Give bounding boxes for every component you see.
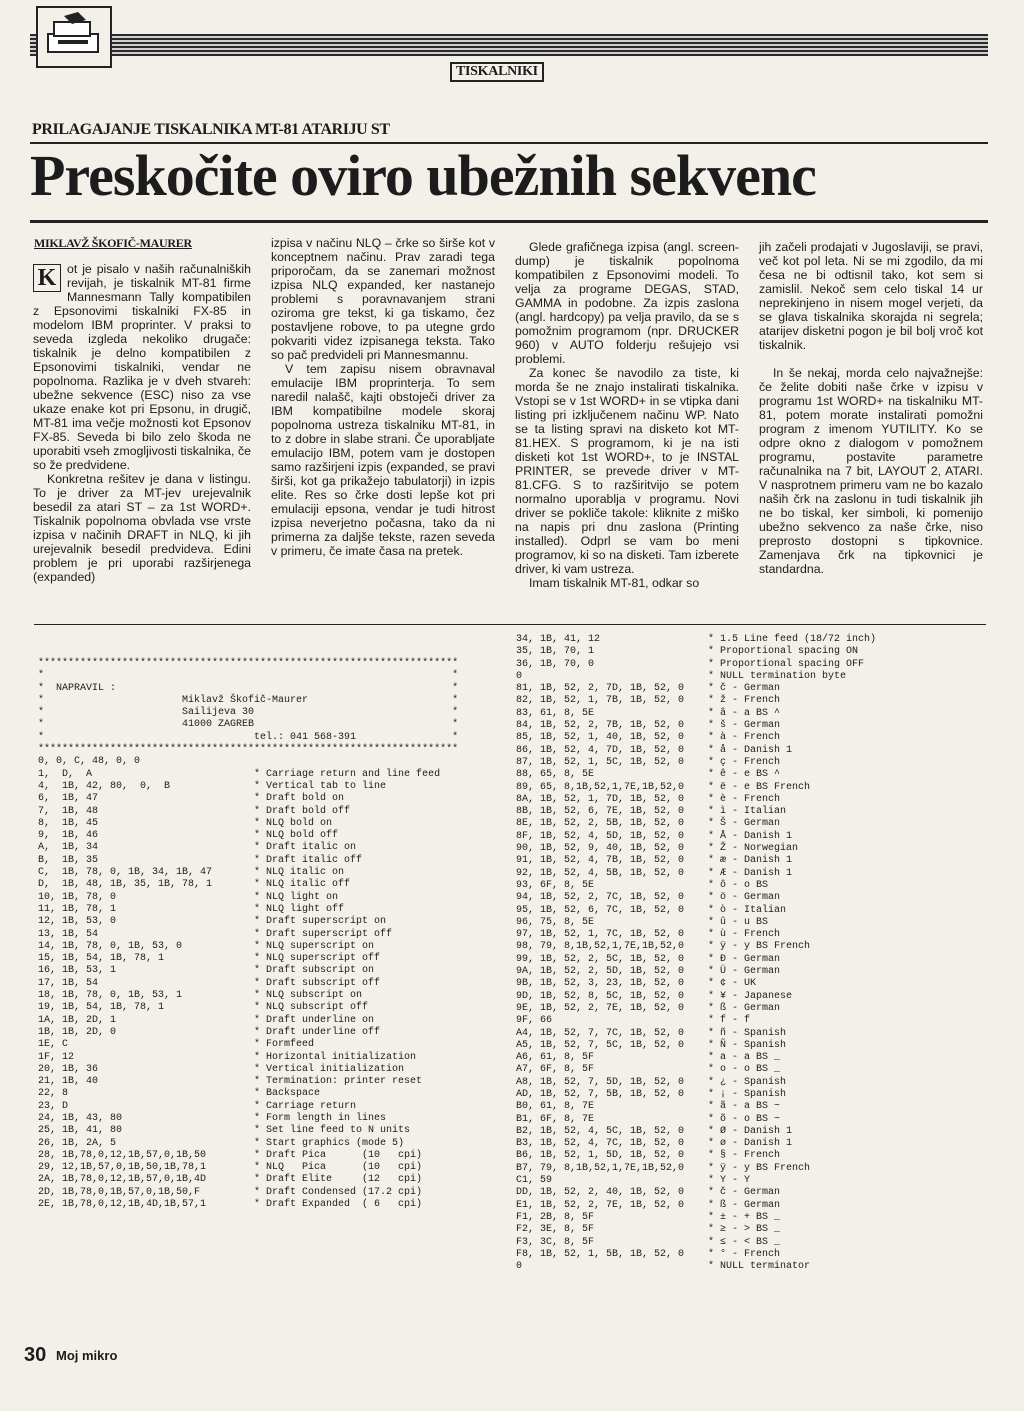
- listing-line: 2D, 1B,78,0,1B,57,0,1B,50,F * Draft Condensed (17.2 cpi): [38, 1186, 423, 1198]
- listing-line: 10, 1B, 78, 0 * NLQ light on: [38, 891, 339, 903]
- printer-icon: [36, 6, 112, 68]
- listing-line: 9A, 1B, 52, 2, 5D, 1B, 52, 0 * Ü - German: [516, 966, 781, 978]
- listing-line: B6, 1B, 52, 1, 5D, 1B, 52, 0 * § - French: [516, 1150, 781, 1162]
- listing-line: 81, 1B, 52, 2, 7D, 1B, 52, 0 * č - German: [516, 683, 781, 695]
- listing-line: 25, 1B, 41, 80 * Set line feed to N units: [38, 1125, 411, 1137]
- article-paragraph: izpisa v načinu NLQ – črke so širše kot v konceptnem načinu. Prav zaradi tega priporočam, da se zanemari možnost izpisa NLQ expanded, ker nastanejo problemi s poravnavanjem strani oziroma gre tekst, ki ga tiskamo, čez postavljene robove, to pa utegne grdo pokvariti videz izpisanega teksta. Tako so pač predvideli pri Mannesmannu.: [271, 236, 495, 362]
- listing-line: * 41000 ZAGREB *: [38, 719, 459, 731]
- listing-line: 34, 1B, 41, 12 * 1.5 Line feed (18/72 inch): [516, 634, 877, 645]
- listing-line: F2, 3E, 8, 5F * ≥ - > BS _: [516, 1224, 781, 1236]
- listing-line: 16, 1B, 53, 1 * Draft subscript on: [38, 965, 375, 977]
- listing-line: 82, 1B, 52, 1, 7B, 1B, 52, 0 * ž - French: [516, 695, 781, 707]
- listing-line: DD, 1B, 52, 2, 40, 1B, 52, 0 * č - German: [516, 1187, 781, 1199]
- article-paragraph: Za konec še navodilo za tiste, ki morda še ne znajo instalirati tiskalnika. Vstopi se v 1st WORD+ in se vtipka dani listing pri izključenem načinu WP. Nato se ta listing spravi na disketo kot MT- 81.HEX. S programom, ki je na isti disketi kot 1st WORD+, to je INSTAL PRINTER, se prevede driver v MT-81.CFG. S to razširitvijo se potem normalno uporablja v programu. Novi driver se pokliče takole: kliknite z miško na napis pri dnu zaslona (Printing installed). Odprl se vam bo meni programov, ki so na disketi. Tam izberete driver, ki vam ustreza.: [515, 366, 739, 576]
- listing-line: 9D, 1B, 52, 8, 5C, 1B, 52, 0 * ¥ - Japanese: [516, 990, 793, 1002]
- listing-line: 12, 1B, 53, 0 * Draft superscript on: [38, 916, 387, 928]
- listing-line: A4, 1B, 52, 7, 7C, 1B, 52, 0 * ñ - Spanish: [516, 1027, 787, 1039]
- listing-line: 18, 1B, 78, 0, 1B, 53, 1 * NLQ subscript on: [38, 990, 363, 1002]
- listing-line: 6, 1B, 47 * Draft bold on: [38, 793, 345, 805]
- listing-line: 99, 1B, 52, 2, 5C, 1B, 52, 0 * Đ - German: [516, 953, 781, 965]
- listing-line: B0, 61, 8, 7E * ã - a BS ~: [516, 1101, 781, 1113]
- listing-line: B7, 79, 8,1B,52,1,7E,1B,52,0 * ÿ - y BS French: [516, 1162, 811, 1174]
- listing-line: 1A, 1B, 2D, 1 * Draft underline on: [38, 1014, 375, 1026]
- listing-line: * Sailijeva 30 *: [38, 707, 459, 719]
- drop-cap: K: [33, 264, 61, 292]
- listing-line: 83, 61, 8, 5E * â - a BS ^: [516, 707, 781, 719]
- listing-line: 1E, C * Formfeed: [38, 1039, 315, 1051]
- listing-line: 22, 8 * Backspace: [38, 1088, 321, 1100]
- listing-line: 84, 1B, 52, 2, 7B, 1B, 52, 0 * š - German: [516, 720, 781, 732]
- listing-line: F3, 3C, 8, 5F * ≤ - < BS _: [516, 1236, 781, 1248]
- article-column-1: [33, 262, 251, 584]
- listing-line: 19, 1B, 54, 1B, 78, 1 * NLQ subscript off: [38, 1002, 369, 1014]
- listing-line: 0 * NULL terminator: [516, 1261, 811, 1273]
- listing-line: 23, D * Carriage return: [38, 1100, 357, 1112]
- listing-line: * NAPRAVIL : *: [38, 682, 459, 694]
- listing-line: 13, 1B, 54 * Draft superscript off: [38, 928, 393, 940]
- listing-line: * Miklavž Škofič-Maurer *: [38, 694, 459, 706]
- listing-line: **********************************************************************: [38, 744, 459, 756]
- article-paragraph: Konkretna rešitev je dana v listingu. To je driver za MT-jev urejevalnik besedil za atari ST – za 1st WORD+. Tiskalnik popolnoma obvlada vse vrste izpisa v načinih DRAFT in NLQ, ki jih urejevalnik besedil predvideva. Edini problem je pri uporabi razširjenega (expanded): [33, 472, 251, 584]
- listing-line: A6, 61, 8, 5F * a - a BS _: [516, 1052, 781, 1064]
- listing-line: 9, 1B, 46 * NLQ bold off: [38, 830, 339, 842]
- listing-line: 96, 75, 8, 5E * û - u BS: [516, 916, 769, 928]
- listing-line: 91, 1B, 52, 4, 7B, 1B, 52, 0 * æ - Danish 1: [516, 855, 793, 867]
- listing-line: 1B, 1B, 2D, 0 * Draft underline off: [38, 1026, 381, 1038]
- listing-line: 9F, 66 * f - f: [516, 1015, 751, 1027]
- listing-line: 2E, 1B,78,0,12,1B,4D,1B,57,1 * Draft Expanded ( 6 cpi): [38, 1199, 423, 1211]
- listing-line: 1F, 12 * Horizontal initialization: [38, 1051, 417, 1063]
- listing-line: 26, 1B, 2A, 5 * Start graphics (mode 5): [38, 1137, 405, 1149]
- listing-line: 98, 79, 8,1B,52,1,7E,1B,52,0 * ÿ - y BS French: [516, 941, 811, 953]
- code-listing-left: [38, 658, 500, 1211]
- code-listing-right: [516, 634, 984, 1273]
- listing-line: B1, 6F, 8, 7E * õ - o BS ~: [516, 1113, 781, 1125]
- article-paragraph: V tem zapisu nisem obravnaval emulacije IBM proprinterja. To sem naredil nalašč, kajti obstoječi driver za IBM kompatibilne modele skoraj popolnoma ustreza tiskalniku MT-81, in to z dobre in slabe strani. Če uporabljate emulacijo IBM, potem vam je dostopen samo razširjeni izpis (expanded, se pravi širši, kot ga prikažejo tabulatorji) in izpis elite. Res so črke dosti lepše kot pri emulaciji epsona, vendar je tudi hitrost izpisa neverjetno počasna, tako da ni primerna za daljše tekste, razen seveda v primeru, če imate časa na pretek.: [271, 362, 495, 558]
- listing-line: 11, 1B, 78, 1 * NLQ light off: [38, 903, 345, 915]
- listing-line: B, 1B, 35 * Draft italic off: [38, 854, 363, 866]
- byline: MIKLAVŽ ŠKOFIČ-MAURER: [34, 236, 192, 250]
- article-column-3: [515, 240, 739, 590]
- listing-line: 36, 1B, 70, 0 * Proportional spacing OFF: [516, 658, 865, 670]
- listing-line: 97, 1B, 52, 1, 7C, 1B, 52, 0 * ù - French: [516, 929, 781, 941]
- listing-line: 35, 1B, 70, 1 * Proportional spacing ON: [516, 646, 859, 658]
- listing-line: 93, 6F, 8, 5E * ô - o BS: [516, 879, 769, 891]
- listing-line: **********************************************************************: [38, 658, 459, 669]
- listing-line: 90, 1B, 52, 9, 40, 1B, 52, 0 * Ž - Norwegian: [516, 843, 799, 855]
- listing-line: 29, 12,1B,57,0,1B,50,1B,78,1 * NLQ Pica (10 cpi): [38, 1162, 423, 1174]
- kicker: PRILAGAJANJE TISKALNIKA MT-81 ATARIJU ST: [32, 121, 390, 138]
- title-bottom-rule: [30, 220, 988, 223]
- listing-line: F8, 1B, 52, 1, 5B, 1B, 52, 0 * ° - French: [516, 1248, 781, 1260]
- listing-line: AD, 1B, 52, 7, 5B, 1B, 52, 0 * ¡ - Spanish: [516, 1088, 787, 1100]
- listing-line: 94, 1B, 52, 2, 7C, 1B, 52, 0 * ö - German: [516, 892, 781, 904]
- listing-line: D, 1B, 48, 1B, 35, 1B, 78, 1 * NLQ italic off: [38, 879, 351, 891]
- listing-line: 86, 1B, 52, 4, 7D, 1B, 52, 0 * å - Danish 1: [516, 744, 793, 756]
- listing-line: 8A, 1B, 52, 1, 7D, 1B, 52, 0 * è - French: [516, 793, 781, 805]
- listing-line: 8F, 1B, 52, 4, 5D, 1B, 52, 0 * Å - Danish 1: [516, 830, 793, 842]
- listing-line: 28, 1B,78,0,12,1B,57,0,1B,50 * Draft Pica (10 cpi): [38, 1149, 423, 1161]
- listing-line: 21, 1B, 40 * Termination: printer reset: [38, 1076, 423, 1088]
- article-paragraph: jih začeli prodajati v Jugoslaviji, se pravi, več kot pol leta. Ni se mi zgodilo, da mi česa ne bi odtisnil tako, kot sem si zamislil. Nekoč sem celo tiskal 14 ur neprekinjeno in nisem mogel verjeti, da se glava tiskalnika skorajda ni segrela; atarijev disketni pogon je bil bolj vroč kot tiskalnik.: [759, 240, 983, 352]
- article-column-4: [759, 240, 983, 576]
- listing-line: C, 1B, 78, 0, 1B, 34, 1B, 47 * NLQ italic on: [38, 867, 345, 879]
- article-paragraph: Imam tiskalnik MT-81, odkar so: [529, 576, 700, 590]
- listing-line: A7, 6F, 8, 5F * o - o BS _: [516, 1064, 781, 1076]
- listing-line: A8, 1B, 52, 7, 5D, 1B, 52, 0 * ¿ - Spanish: [516, 1076, 787, 1088]
- listing-line: B3, 1B, 52, 4, 7C, 1B, 52, 0 * ø - Danish 1: [516, 1138, 793, 1150]
- listing-divider: [34, 624, 986, 625]
- listing-line: A, 1B, 34 * Draft italic on: [38, 842, 357, 854]
- listing-line: 2A, 1B,78,0,12,1B,57,0,1B,4D * Draft Elite (12 cpi): [38, 1174, 423, 1186]
- listing-line: * tel.: 041 568-391 *: [38, 731, 459, 743]
- listing-line: 17, 1B, 54 * Draft subscript off: [38, 977, 381, 989]
- listing-line: 9B, 1B, 52, 3, 23, 1B, 52, 0 * ¢ - UK: [516, 978, 757, 990]
- listing-line: 8B, 1B, 52, 6, 7E, 1B, 52, 0 * ì - Italian: [516, 806, 787, 818]
- listing-line: 9E, 1B, 52, 2, 7E, 1B, 52, 0 * ß - German: [516, 1002, 781, 1014]
- listing-line: 14, 1B, 78, 0, 1B, 53, 0 * NLQ superscript on: [38, 940, 375, 952]
- listing-line: 7, 1B, 48 * Draft bold off: [38, 805, 351, 817]
- listing-line: 20, 1B, 36 * Vertical initialization: [38, 1063, 405, 1075]
- header-band: [30, 34, 988, 56]
- listing-line: 1, D, A * Carriage return and line feed: [38, 768, 441, 780]
- listing-line: 4, 1B, 42, 80, 0, B * Vertical tab to line: [38, 780, 387, 792]
- listing-line: 87, 1B, 52, 1, 5C, 1B, 52, 0 * ç - French: [516, 756, 781, 768]
- listing-line: B2, 1B, 52, 4, 5C, 1B, 52, 0 * Ø - Danish 1: [516, 1125, 793, 1137]
- listing-line: 88, 65, 8, 5E * ê - e BS ^: [516, 769, 781, 781]
- listing-line: 89, 65, 8,1B,52,1,7E,1B,52,0 * ë - e BS French: [516, 781, 811, 793]
- listing-line: 15, 1B, 54, 1B, 78, 1 * NLQ superscript off: [38, 953, 381, 965]
- listing-line: 24, 1B, 43, 80 * Form length in lines: [38, 1112, 387, 1124]
- listing-line: 0 * NULL termination byte: [516, 670, 847, 682]
- article-column-2: [271, 236, 495, 558]
- page-title: Preskočite oviro ubežnih sekvenc: [30, 143, 816, 208]
- article-paragraph: In še nekaj, morda celo najvažnejše: če želite dobiti naše črke v izpisu v programu 1st WORD+ na tiskalniku MT-81, potem morate instalirati pomožni program z imenom YUTILITY. Ko se odpre okno z dialogom v pomožnem programu, postavite parametre računalnika na 7 bit, LAYOUT 2, ATARI. V nasprotnem primeru vam ne bo kazalo naših črk na zaslonu in tudi tiskalnik jih ne bo tiskal, ker simboli, ki pomenijo ubežno sekvenco za naše črke, niso preprosto dostopni s tipkovnice. Zamenjava črk na tipkovnici je standardna.: [759, 366, 983, 576]
- listing-line: E1, 1B, 52, 2, 7E, 1B, 52, 0 * ß - German: [516, 1199, 781, 1211]
- listing-line: 95, 1B, 52, 6, 7C, 1B, 52, 0 * ò - Italian: [516, 904, 787, 916]
- magazine-name: Moj mikro: [56, 1348, 118, 1363]
- listing-line: C1, 59 * Y - Y: [516, 1175, 751, 1187]
- page-number: 30: [24, 1344, 47, 1366]
- listing-line: 85, 1B, 52, 1, 40, 1B, 52, 0 * à - French: [516, 732, 781, 744]
- listing-line: 8E, 1B, 52, 2, 5B, 1B, 52, 0 * Š - German: [516, 818, 781, 830]
- listing-line: 92, 1B, 52, 4, 5B, 1B, 52, 0 * Æ - Danish 1: [516, 867, 793, 879]
- listing-line: F1, 2B, 8, 5F * ± - + BS _: [516, 1211, 781, 1223]
- article-paragraph: Glede grafičnega izpisa (angl. screen-dump) je tiskalnik popolnoma kompatibilen z Epsonovimi modeli. To velja za programe DEGAS, STAD, GAMMA in podobne. Za izpis zaslona (angl. hardcopy) pa velja pravilo, da se s pomožnim programom (npr. DRUCKER 960) v AUTO folderju rešujejo vsi problemi.: [515, 240, 739, 366]
- listing-line: A5, 1B, 52, 7, 5C, 1B, 52, 0 * Ñ - Spanish: [516, 1039, 787, 1051]
- listing-line: 8, 1B, 45 * NLQ bold on: [38, 817, 333, 829]
- article-paragraph: K ot je pisalo v naših računalniških revijah, je tiskalnik MT-81 firme Mannesmann Tally kompatibilen z Epsonovimi tiskalniki FX-85 in modelom IBM proprinter. V praksi to seveda izgleda nekoliko drugače: tiskalnik je delno kompatibilen z Epsonovimi tiskalniki, vendar ne popolnoma. Razlika je v dveh stvareh: ubežne sekvence (ESC) niso za vse ukaze enake kot pri Epsonu, in drugič, MT-81 ima večje možnosti kot Epsonov FX-85. Seveda bi bilo zelo škoda ne uporabiti vseh zmogljivosti tiskalnika, če so že predvidene.: [33, 262, 251, 472]
- section-tag: TISKALNIKI: [450, 62, 544, 82]
- listing-line: 0, 0, C, 48, 0, 0: [38, 756, 141, 768]
- listing-line: * *: [38, 670, 459, 682]
